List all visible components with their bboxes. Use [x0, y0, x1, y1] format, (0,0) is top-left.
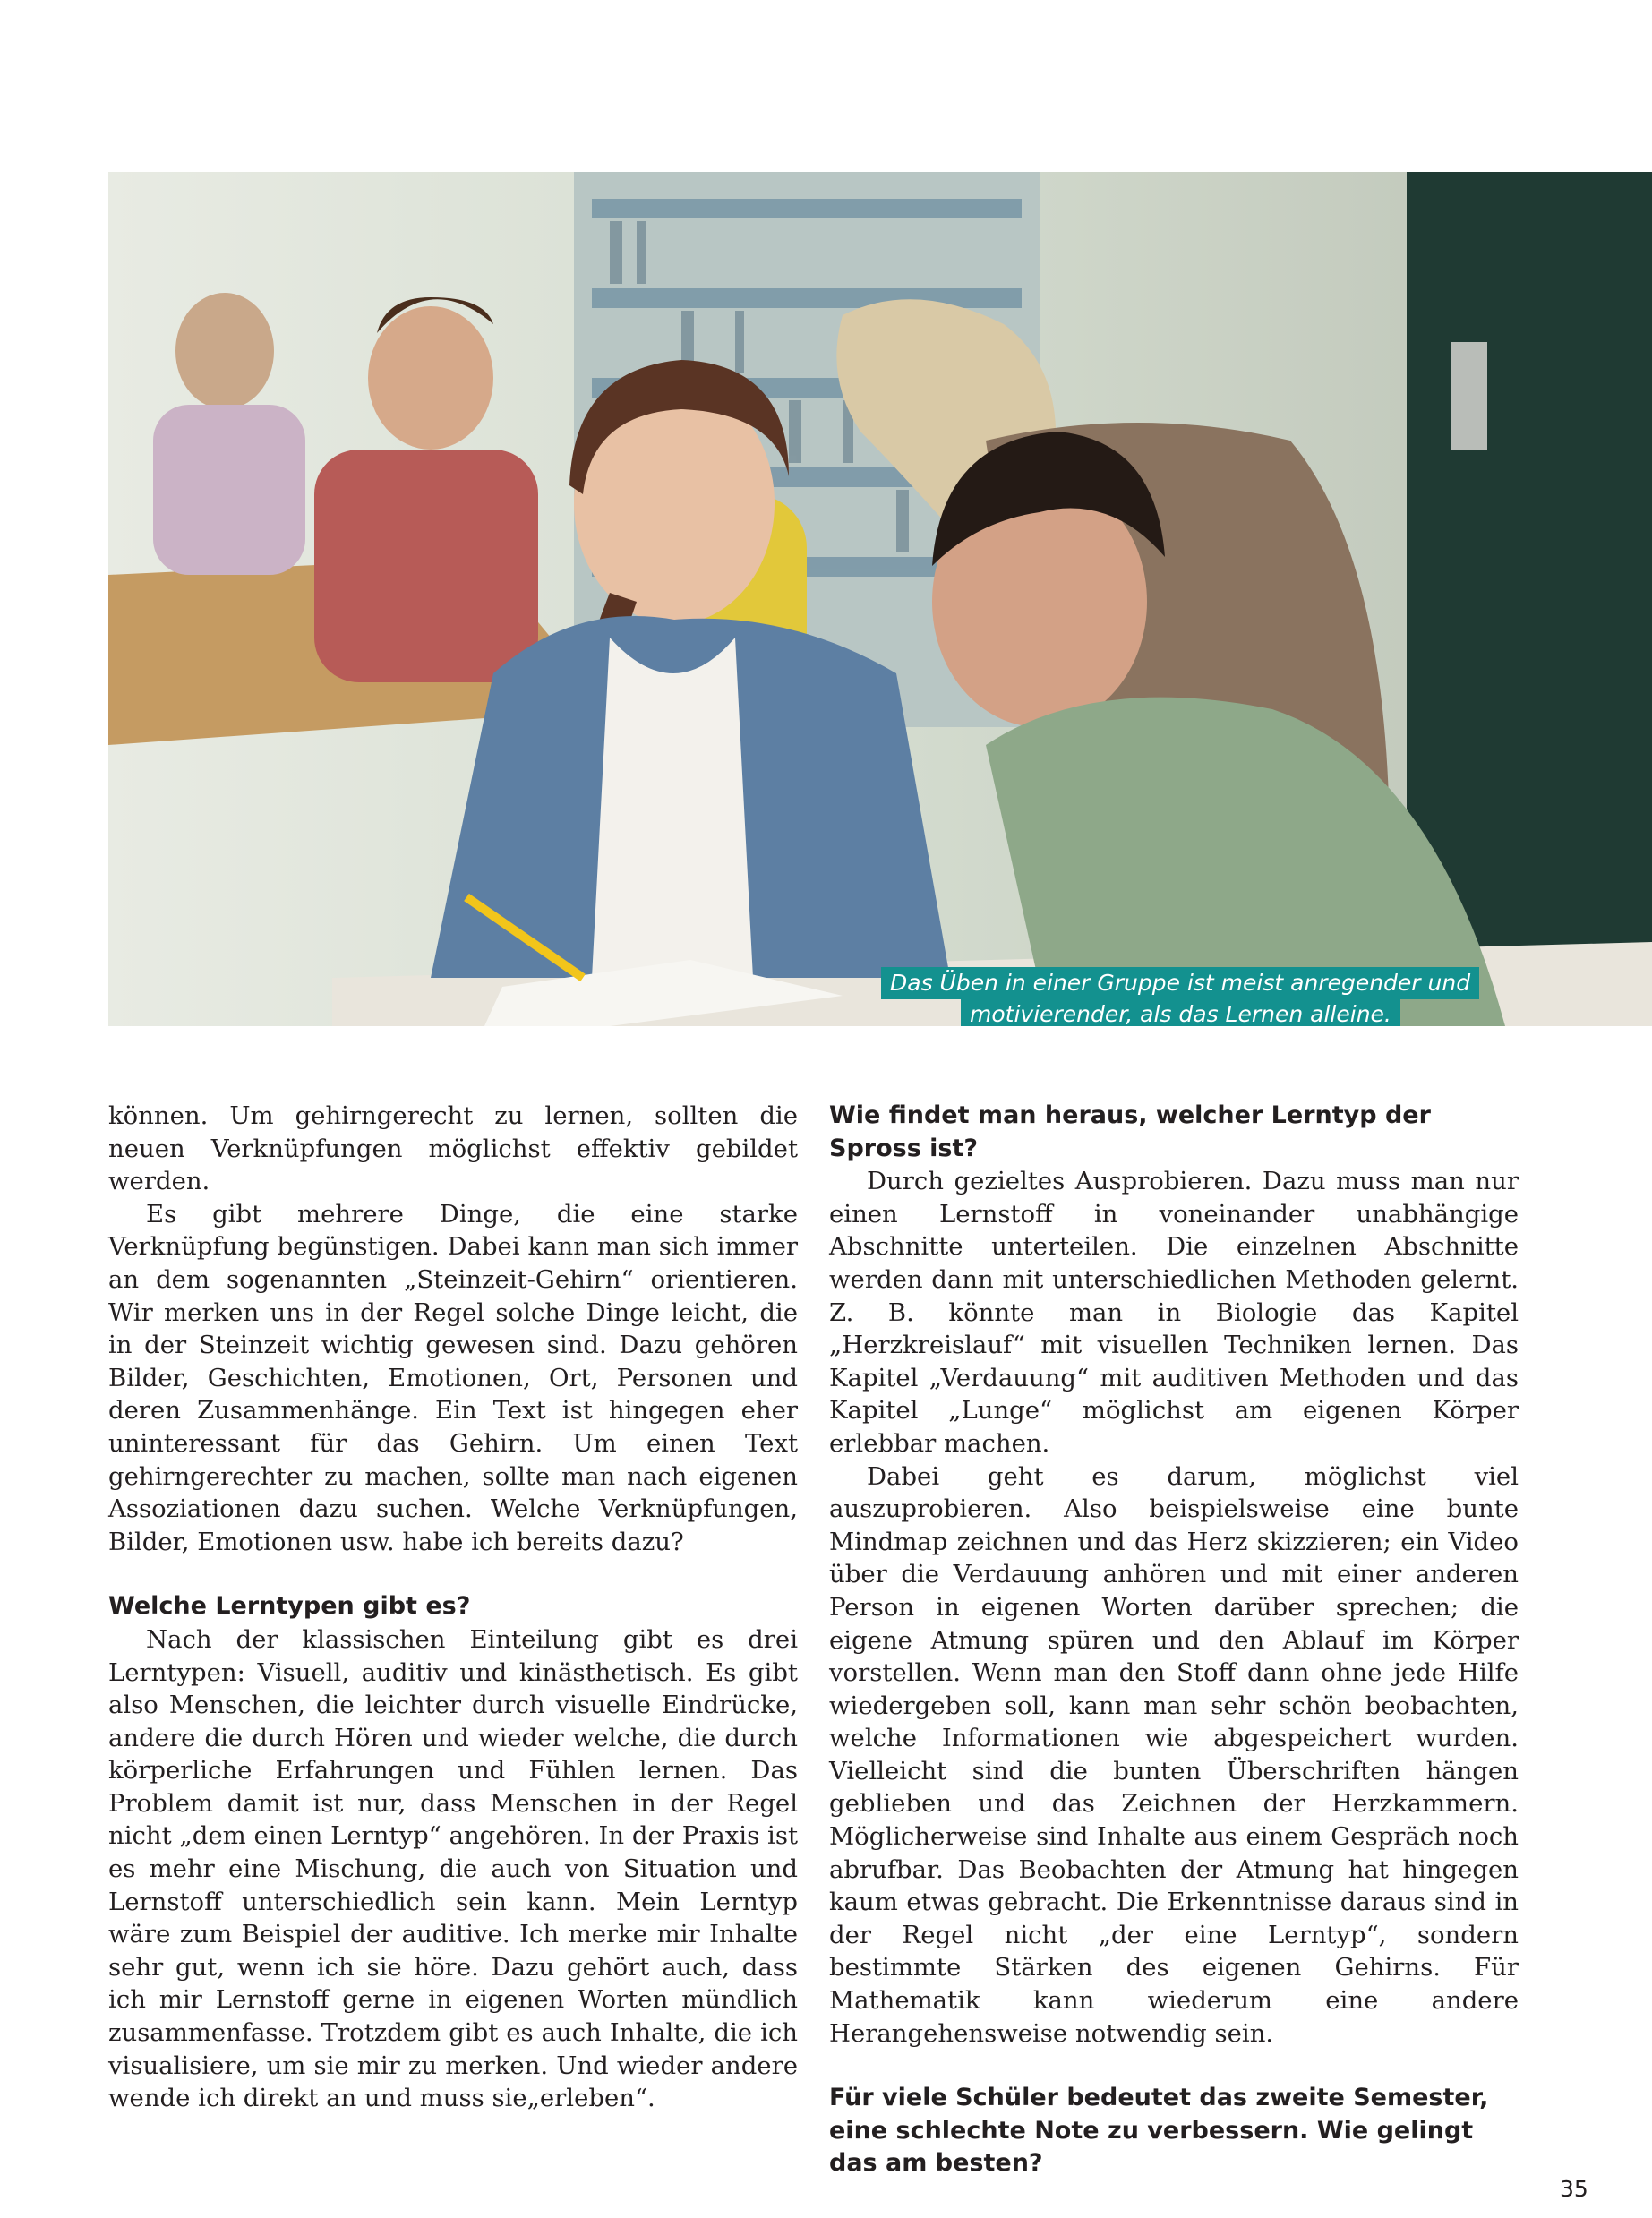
section-heading: Für viele Schüler bedeutet das zweite Semester, eine schlechte Note zu verbessern. Wie gelingt das am besten?	[829, 2084, 1489, 2178]
students-photo	[108, 172, 1652, 1026]
paragraph: Dabei geht es darum, möglichst viel auszuprobieren. Also beispielsweise eine bunte Mindmap zeichnen und das Herz skizzieren; ein Video über die Verdauung anhören und mit einer anderen Person in eigenen Worten darüber sprechen; die eigene Atmung spüren und den Ablauf im Körper vorstellen. Wenn man den Stoff dann ohne jede Hilfe wiedergeben soll, kann man sehr schön beobachten, welche Informationen wie abgespeichert wurden. Vielleicht sind die bunten Überschriften hängen geblieben und das Zeichnen der Herzkammern. Möglicherweise sind Inhalte aus einem Gespräch noch abrufbar. Das Beobachten der Atmung hat hingegen kaum etwas gebracht. Die Erkenntnisse daraus sind in der Regel nicht „der eine Lerntyp“, sondern bestimmte Stärken des eigenen Gehirns. Für Mathematik kann wiederum eine andere Herangehensweise notwendig sein.	[829, 1461, 1519, 2048]
caption-line-1: Das Üben in einer Gruppe ist meist anregender und	[881, 967, 1479, 999]
right-column	[829, 1100, 1519, 2180]
paragraph: Durch gezieltes Ausprobieren. Dazu muss man nur einen Lernstoff in voneinander unabhängige Abschnitte unterteilen. Die einzelnen Abschnitte werden dann mit unterschiedlichen Methoden gelernt. Z. B. könnte man in Biologie das Kapitel „Herzkreislauf“ mit visuellen Techniken lernen. Das Kapitel „Verdauung“ mit auditiven Methoden und das Kapitel „Lunge“ möglichst am eigenen Körper erlebbar machen.	[829, 1167, 1519, 1458]
paragraph: können. Um gehirngerecht zu lernen, sollten die neuen Verknüpfungen möglichst effektiv gebildet werden.	[108, 1101, 798, 1196]
paragraph: Nach der klassischen Einteilung gibt es drei Lerntypen: Visuell, auditiv und kinästhetisch. Es gibt also Menschen, die leichter durch visuelle Eindrücke, andere die durch Hören und wieder welche, die durch körperliche Erfahrungen und Fühlen lernen. Das Problem damit ist nur, dass Menschen in der Regel nicht „dem einen Lerntyp“ angehören. In der Praxis ist es mehr eine Mischung, die auch von Situation und Lernstoff unterschiedlich sein kann. Mein Lerntyp wäre zum Beispiel der auditive. Ich merke mir Inhalte sehr gut, wenn ich sie höre. Dazu gehört auch, dass ich mir Lernstoff gerne in eigenen Worten mündlich zusammenfasse. Trotzdem gibt es auch Inhalte, die ich visualisiere, um sie mir zu merken. Und wieder andere wende ich direkt an und muss sie„erleben“.	[108, 1624, 798, 2113]
paragraph: Es gibt mehrere Dinge, die eine starke Verknüpfung begünstigen. Dabei kann man sich immer an dem sogenannten „Steinzeit-Gehirn“ orientieren. Wir merken uns in der Regel solche Dinge leicht, die in der Steinzeit wichtig gewesen sind. Dazu gehören Bilder, Geschichten, Emotionen, Ort, Personen und deren Zusammenhänge. Ein Text ist hingegen eher uninteressant für das Gehirn. Um einen Text gehirngerechter zu machen, sollte man nach eigenen Assoziationen dazu suchen. Welche Verknüpfungen, Bilder, Emotionen usw. habe ich bereits dazu?	[108, 1199, 798, 1556]
left-column	[108, 1100, 798, 2115]
section-heading: Welche Lerntypen gibt es?	[108, 1592, 471, 1621]
section-heading: Wie findet man heraus, welcher Lerntyp der Spross ist?	[829, 1101, 1431, 1162]
photo-illustration	[108, 172, 1652, 1026]
page-number: 35	[1560, 2176, 1588, 2202]
caption-line-2: motivierender, als das Lernen alleine.	[961, 998, 1400, 1026]
